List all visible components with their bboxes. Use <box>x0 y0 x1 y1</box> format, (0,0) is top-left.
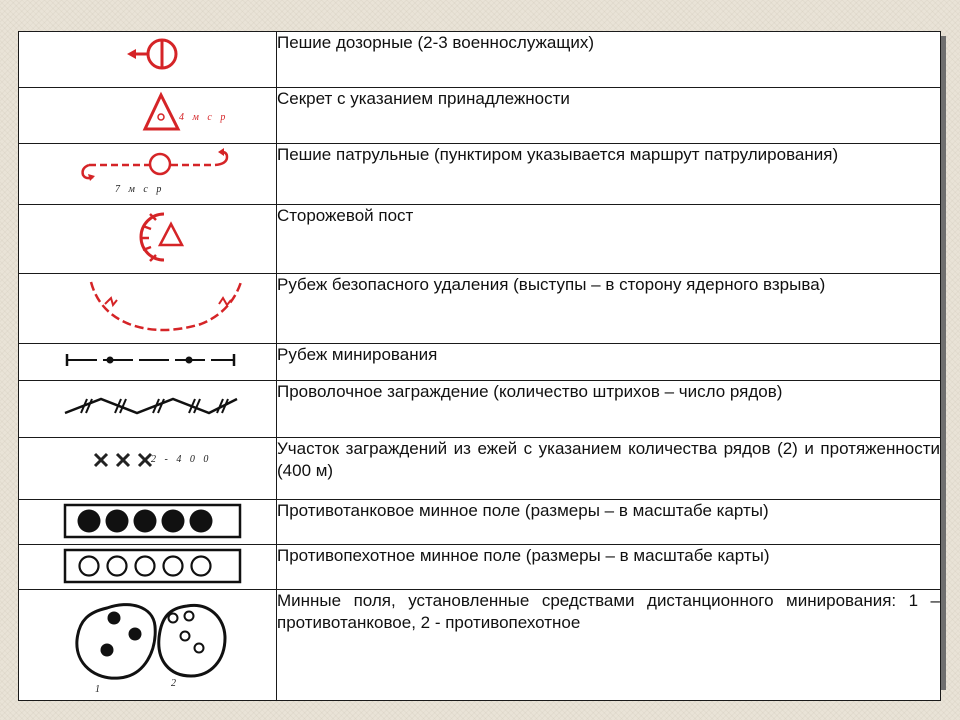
row-description: Участок заграждений из ежей с указанием количества рядов (2) и протяженности (400 м) <box>277 438 941 500</box>
row-description: Рубеж минирования <box>277 344 941 381</box>
wire-obstacle-icon <box>19 381 276 437</box>
hedgehog-obstacle-icon <box>19 438 276 499</box>
row-description: Пешие патрульные (пунктиром указывается маршрут патрулирования) <box>277 144 941 205</box>
mining-line-icon <box>19 344 276 380</box>
symbol-cell <box>19 438 277 500</box>
antipersonnel-minefield-icon <box>19 545 276 589</box>
rows-length-label: 2 - 4 0 0 <box>151 454 212 465</box>
row-description: Пешие дозорные (2-3 военнослужащих) <box>277 32 941 88</box>
symbol-cell <box>19 344 277 381</box>
unit-label: 7 м с р <box>115 184 165 195</box>
symbol-cell <box>19 381 277 438</box>
foot-patrol-route-icon <box>19 144 276 204</box>
table-row <box>19 88 941 144</box>
table-row <box>19 205 941 274</box>
symbol-cell <box>19 144 277 205</box>
antitank-minefield-icon <box>19 500 276 544</box>
symbol-cell <box>19 274 277 344</box>
table-row <box>19 438 941 500</box>
symbol-cell <box>19 500 277 545</box>
foot-patrol-icon <box>19 32 276 87</box>
symbol-cell <box>19 545 277 590</box>
row-description: Секрет с указанием принадлежности <box>277 88 941 144</box>
row-description: Рубеж безопасного удаления (выступы – в сторону ядерного взрыва) <box>277 274 941 344</box>
table-row <box>19 344 941 381</box>
table-row <box>19 500 941 545</box>
row-description: Проволочное заграждение (количество штрихов – число рядов) <box>277 381 941 438</box>
row-description: Минные поля, установленные средствами дистанционного минирования: 1 – противотанковое, 2 - противопехотное <box>277 590 941 701</box>
minefield-2-label: 2 <box>171 678 179 689</box>
table-row <box>19 545 941 590</box>
remote-minefields-icon <box>19 590 276 700</box>
symbol-cell <box>19 88 277 144</box>
symbol-cell <box>19 205 277 274</box>
table-row <box>19 381 941 438</box>
table-row <box>19 144 941 205</box>
row-description: Противопехотное минное поле (размеры – в масштабе карты) <box>277 545 941 590</box>
minefield-1-label: 1 <box>95 684 103 695</box>
unit-label: 4 м с р <box>179 112 229 123</box>
symbols-legend-table <box>18 31 941 701</box>
symbol-cell <box>19 32 277 88</box>
table-row <box>19 590 941 701</box>
sentry-post-icon <box>19 205 276 273</box>
table-row <box>19 32 941 88</box>
row-description: Сторожевой пост <box>277 205 941 274</box>
secret-post-icon <box>19 88 276 143</box>
row-description: Противотанковое минное поле (размеры – в масштабе карты) <box>277 500 941 545</box>
symbol-cell <box>19 590 277 701</box>
table-row <box>19 274 941 344</box>
safe-distance-line-icon <box>19 274 276 343</box>
